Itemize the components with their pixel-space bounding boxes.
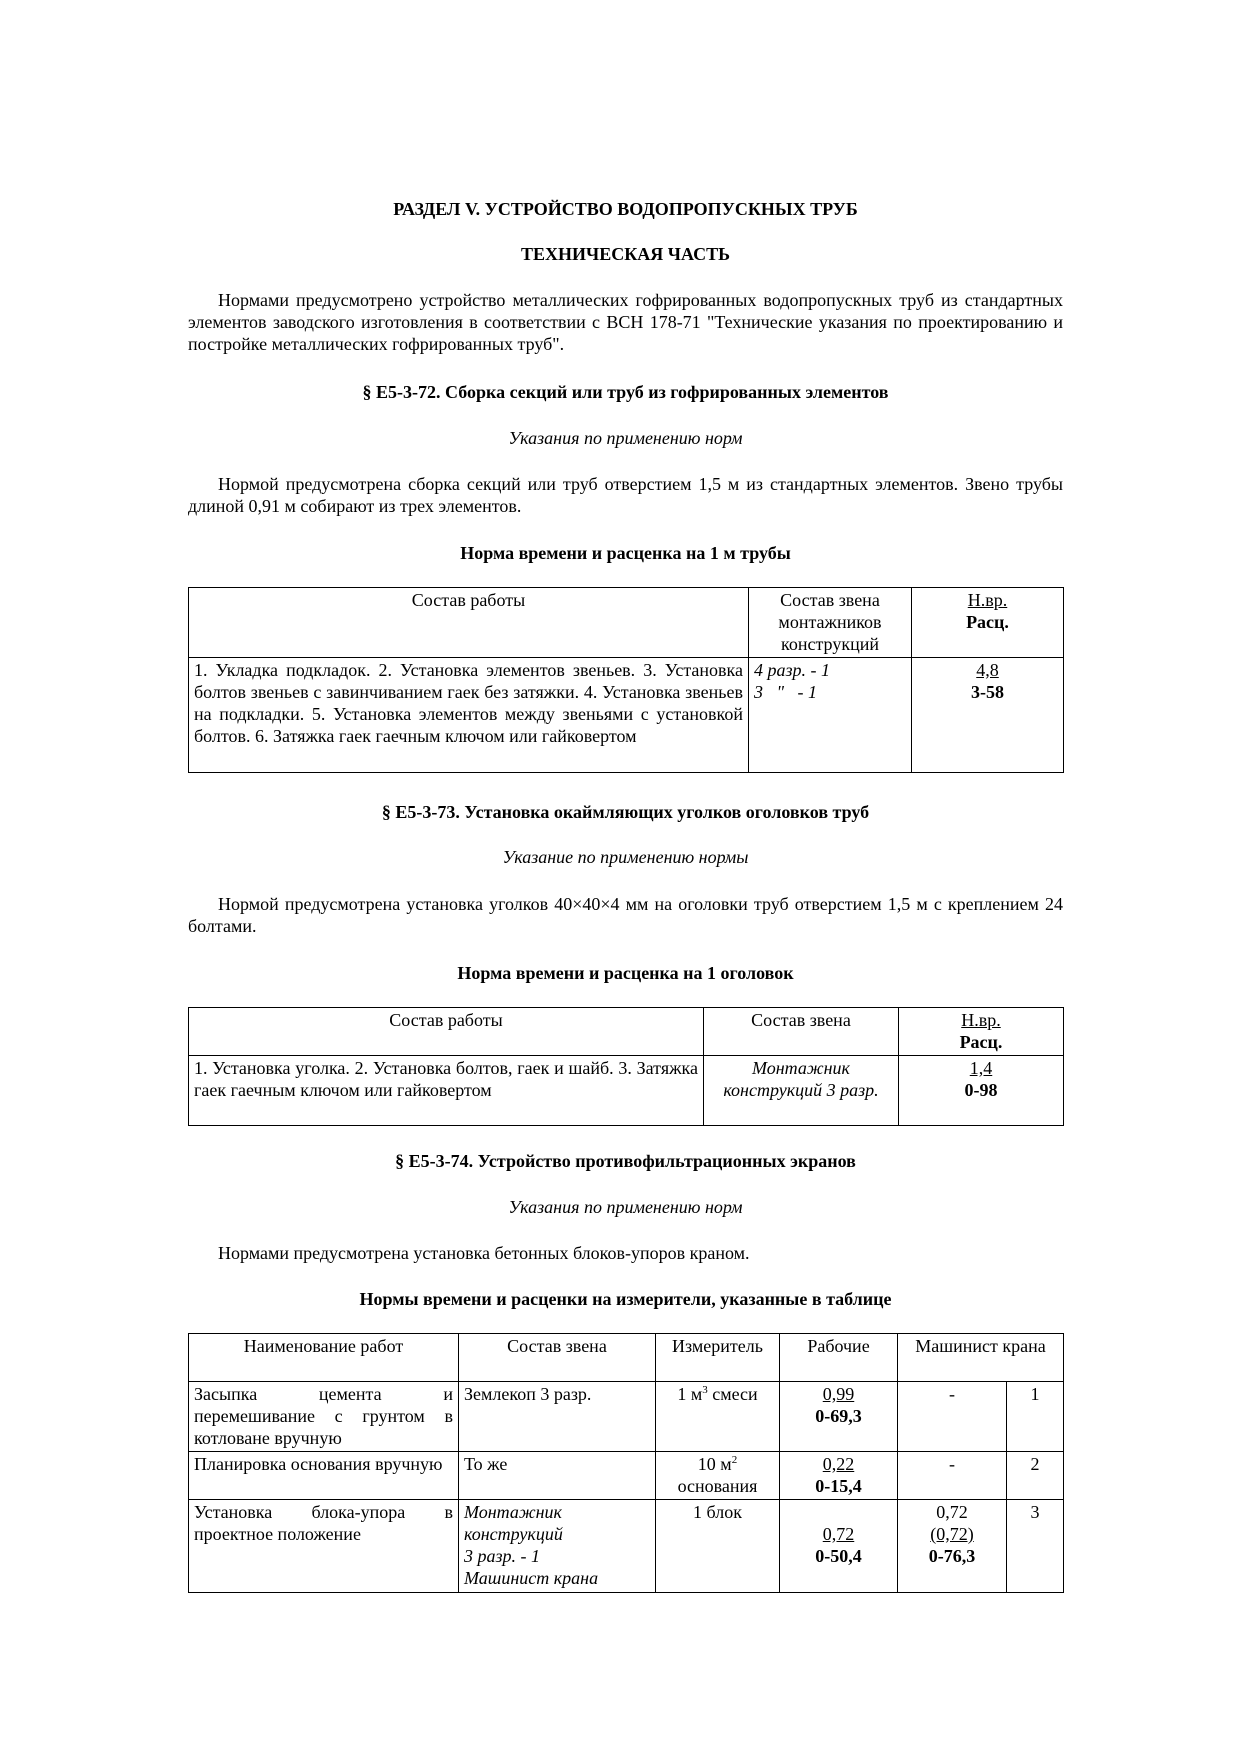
col-crane-header: Машинист крана: [898, 1334, 1064, 1382]
s73-table: [188, 1007, 1063, 1126]
table-row: [189, 1382, 1064, 1452]
crew-composition: Монтажник конструкций 3 разр.: [704, 1056, 899, 1126]
table-row: [189, 658, 1064, 773]
intro-paragraph: Нормами предусмотрено устройство металлических гофрированных водопропускных труб из стандартных элементов заводского изготовления в соответствии с ВСН 178-71 "Технические указания по проектированию и постройке металлических гофрированных труб".: [188, 290, 1063, 354]
work-name: Планировка основания вручную: [189, 1452, 459, 1500]
s73-title: § Е5-3-73. Установка окаймляющих уголков оголовков труб: [381, 802, 870, 822]
workers-cell: [780, 1500, 898, 1593]
crane-cell: [898, 1500, 1007, 1593]
col-work-header: Состав работы: [189, 588, 749, 658]
crane-nvr-value: 0,72: [936, 1502, 968, 1522]
s74-table-title: Нормы времени и расценки на измерители, указанные в таблице: [359, 1289, 892, 1309]
work-description: 1. Установка уголка. 2. Установка болтов, гаек и шайб. 3. Затяжка гаек гаечным ключом или гайковертом: [189, 1056, 704, 1126]
s74-table: [188, 1333, 1063, 1593]
crane-rasc-value: 0-76,3: [928, 1546, 976, 1566]
table-row: [189, 1056, 1064, 1126]
rasc-label: Расц.: [966, 612, 1009, 632]
table-row: [189, 1452, 1064, 1500]
s72-table-title: Норма времени и расценка на 1 м трубы: [460, 543, 791, 563]
rasc-value: 0-98: [964, 1080, 998, 1100]
meter-cell: [656, 1382, 780, 1452]
part-title: ТЕХНИЧЕСКАЯ ЧАСТЬ: [521, 244, 730, 264]
crew-line-2: 3 " - 1: [754, 682, 818, 702]
rasc-label: Расц.: [959, 1032, 1003, 1052]
s74-subtitle: Указания по применению норм: [508, 1197, 743, 1217]
rasc-value: 0-50,4: [815, 1546, 862, 1566]
nvr-value: 0,72: [822, 1524, 855, 1544]
crane-nvr-paren: (0,72): [930, 1524, 974, 1544]
nvr-value: 0,99: [822, 1384, 855, 1404]
s73-subtitle: Указание по применению нормы: [502, 847, 749, 867]
crew-line-1: Монтажник конструкций: [464, 1502, 563, 1544]
col-name-header: Наименование работ: [189, 1334, 459, 1382]
s74-title: § Е5-3-74. Устройство противофильтрационных экранов: [395, 1151, 856, 1171]
row-number: 1: [1007, 1382, 1064, 1452]
crew-composition: Землекоп 3 разр.: [459, 1382, 656, 1452]
crew-composition: [749, 658, 912, 773]
nvr-label: Н.вр.: [967, 590, 1008, 610]
s72-subtitle: Указания по применению норм: [508, 428, 743, 448]
s73-text: Нормой предусмотрена установка уголков 40×40×4 мм на оголовки труб отверстием 1,5 м с креплением 24 болтами.: [188, 894, 1063, 936]
s73-table-title: Норма времени и расценка на 1 оголовок: [457, 963, 794, 983]
rasc-value: 0-15,4: [815, 1476, 862, 1496]
rasc-value: 0-69,3: [815, 1406, 862, 1426]
table-header-row: [189, 588, 1064, 658]
s72-text: Нормой предусмотрена сборка секций или труб отверстием 1,5 м из стандартных элементов. Звено трубы длиной 0,91 м собирают из трех элементов.: [188, 474, 1063, 516]
crane-cell: -: [898, 1382, 1007, 1452]
crew-line-2: 3 разр. - 1: [464, 1546, 541, 1566]
s72-table: [188, 587, 1063, 773]
nvr-value: 1,4: [969, 1058, 993, 1078]
nvr-value: 0,22: [822, 1454, 855, 1474]
col-workers-header: Рабочие: [780, 1334, 898, 1382]
meter-unit-power: 3: [702, 1384, 708, 1396]
norm-cell: [912, 658, 1064, 773]
crane-cell: -: [898, 1452, 1007, 1500]
col-crew-header: Состав звена монтажников конструкций: [749, 588, 912, 658]
meter-value: 1 м: [677, 1384, 703, 1404]
norm-cell: [899, 1056, 1064, 1126]
table-row: [189, 1500, 1064, 1593]
meter-cell: [656, 1452, 780, 1500]
col-meter-header: Измеритель: [656, 1334, 780, 1382]
crew-line-3: Машинист крана: [464, 1568, 599, 1588]
meter-unit-power: 2: [731, 1454, 738, 1466]
s72-title: § Е5-3-72. Сборка секций или труб из гофрированных элементов: [362, 382, 889, 402]
row-number: 3: [1007, 1500, 1064, 1593]
table-header-row: [189, 1008, 1064, 1056]
s74-text: Нормами предусмотрена установка бетонных блоков-упоров краном.: [218, 1243, 750, 1263]
col-crew-header: Состав звена: [459, 1334, 656, 1382]
col-norm-header: [912, 588, 1064, 658]
crew-composition: То же: [459, 1452, 656, 1500]
meter-unit: основания: [677, 1476, 758, 1496]
crew-line-1: 4 разр. - 1: [754, 660, 831, 680]
work-description: 1. Укладка подкладок. 2. Установка элементов звеньев. 3. Установка болтов звеньев с завинчиванием гаек без затяжки. 4. Установка звеньев на подкладки. 5. Установка элементов между звеньями с установкой болтов. 6. Затяжка гаек гаечным ключом или гайковертом: [189, 658, 749, 773]
rasc-value: 3-58: [971, 682, 1004, 702]
col-work-header: Состав работы: [189, 1008, 704, 1056]
crew-composition: [459, 1500, 656, 1593]
col-norm-header: [899, 1008, 1064, 1056]
work-name: Засыпка цемента и перемешивание с грунтом в котловане вручную: [189, 1382, 459, 1452]
meter-value: 10 м: [697, 1454, 732, 1474]
meter-unit: смеси: [707, 1384, 758, 1404]
nvr-value: 4,8: [976, 660, 999, 680]
workers-cell: [780, 1452, 898, 1500]
work-name: Установка блока-упора в проектное положение: [189, 1500, 459, 1593]
nvr-label: Н.вр.: [961, 1010, 1001, 1030]
section-title: РАЗДЕЛ V. УСТРОЙСТВО ВОДОПРОПУСКНЫХ ТРУБ: [393, 199, 858, 219]
workers-cell: [780, 1382, 898, 1452]
col-crew-header: Состав звена: [704, 1008, 899, 1056]
row-number: 2: [1007, 1452, 1064, 1500]
meter-cell: 1 блок: [656, 1500, 780, 1593]
table-header-row: [189, 1334, 1064, 1382]
